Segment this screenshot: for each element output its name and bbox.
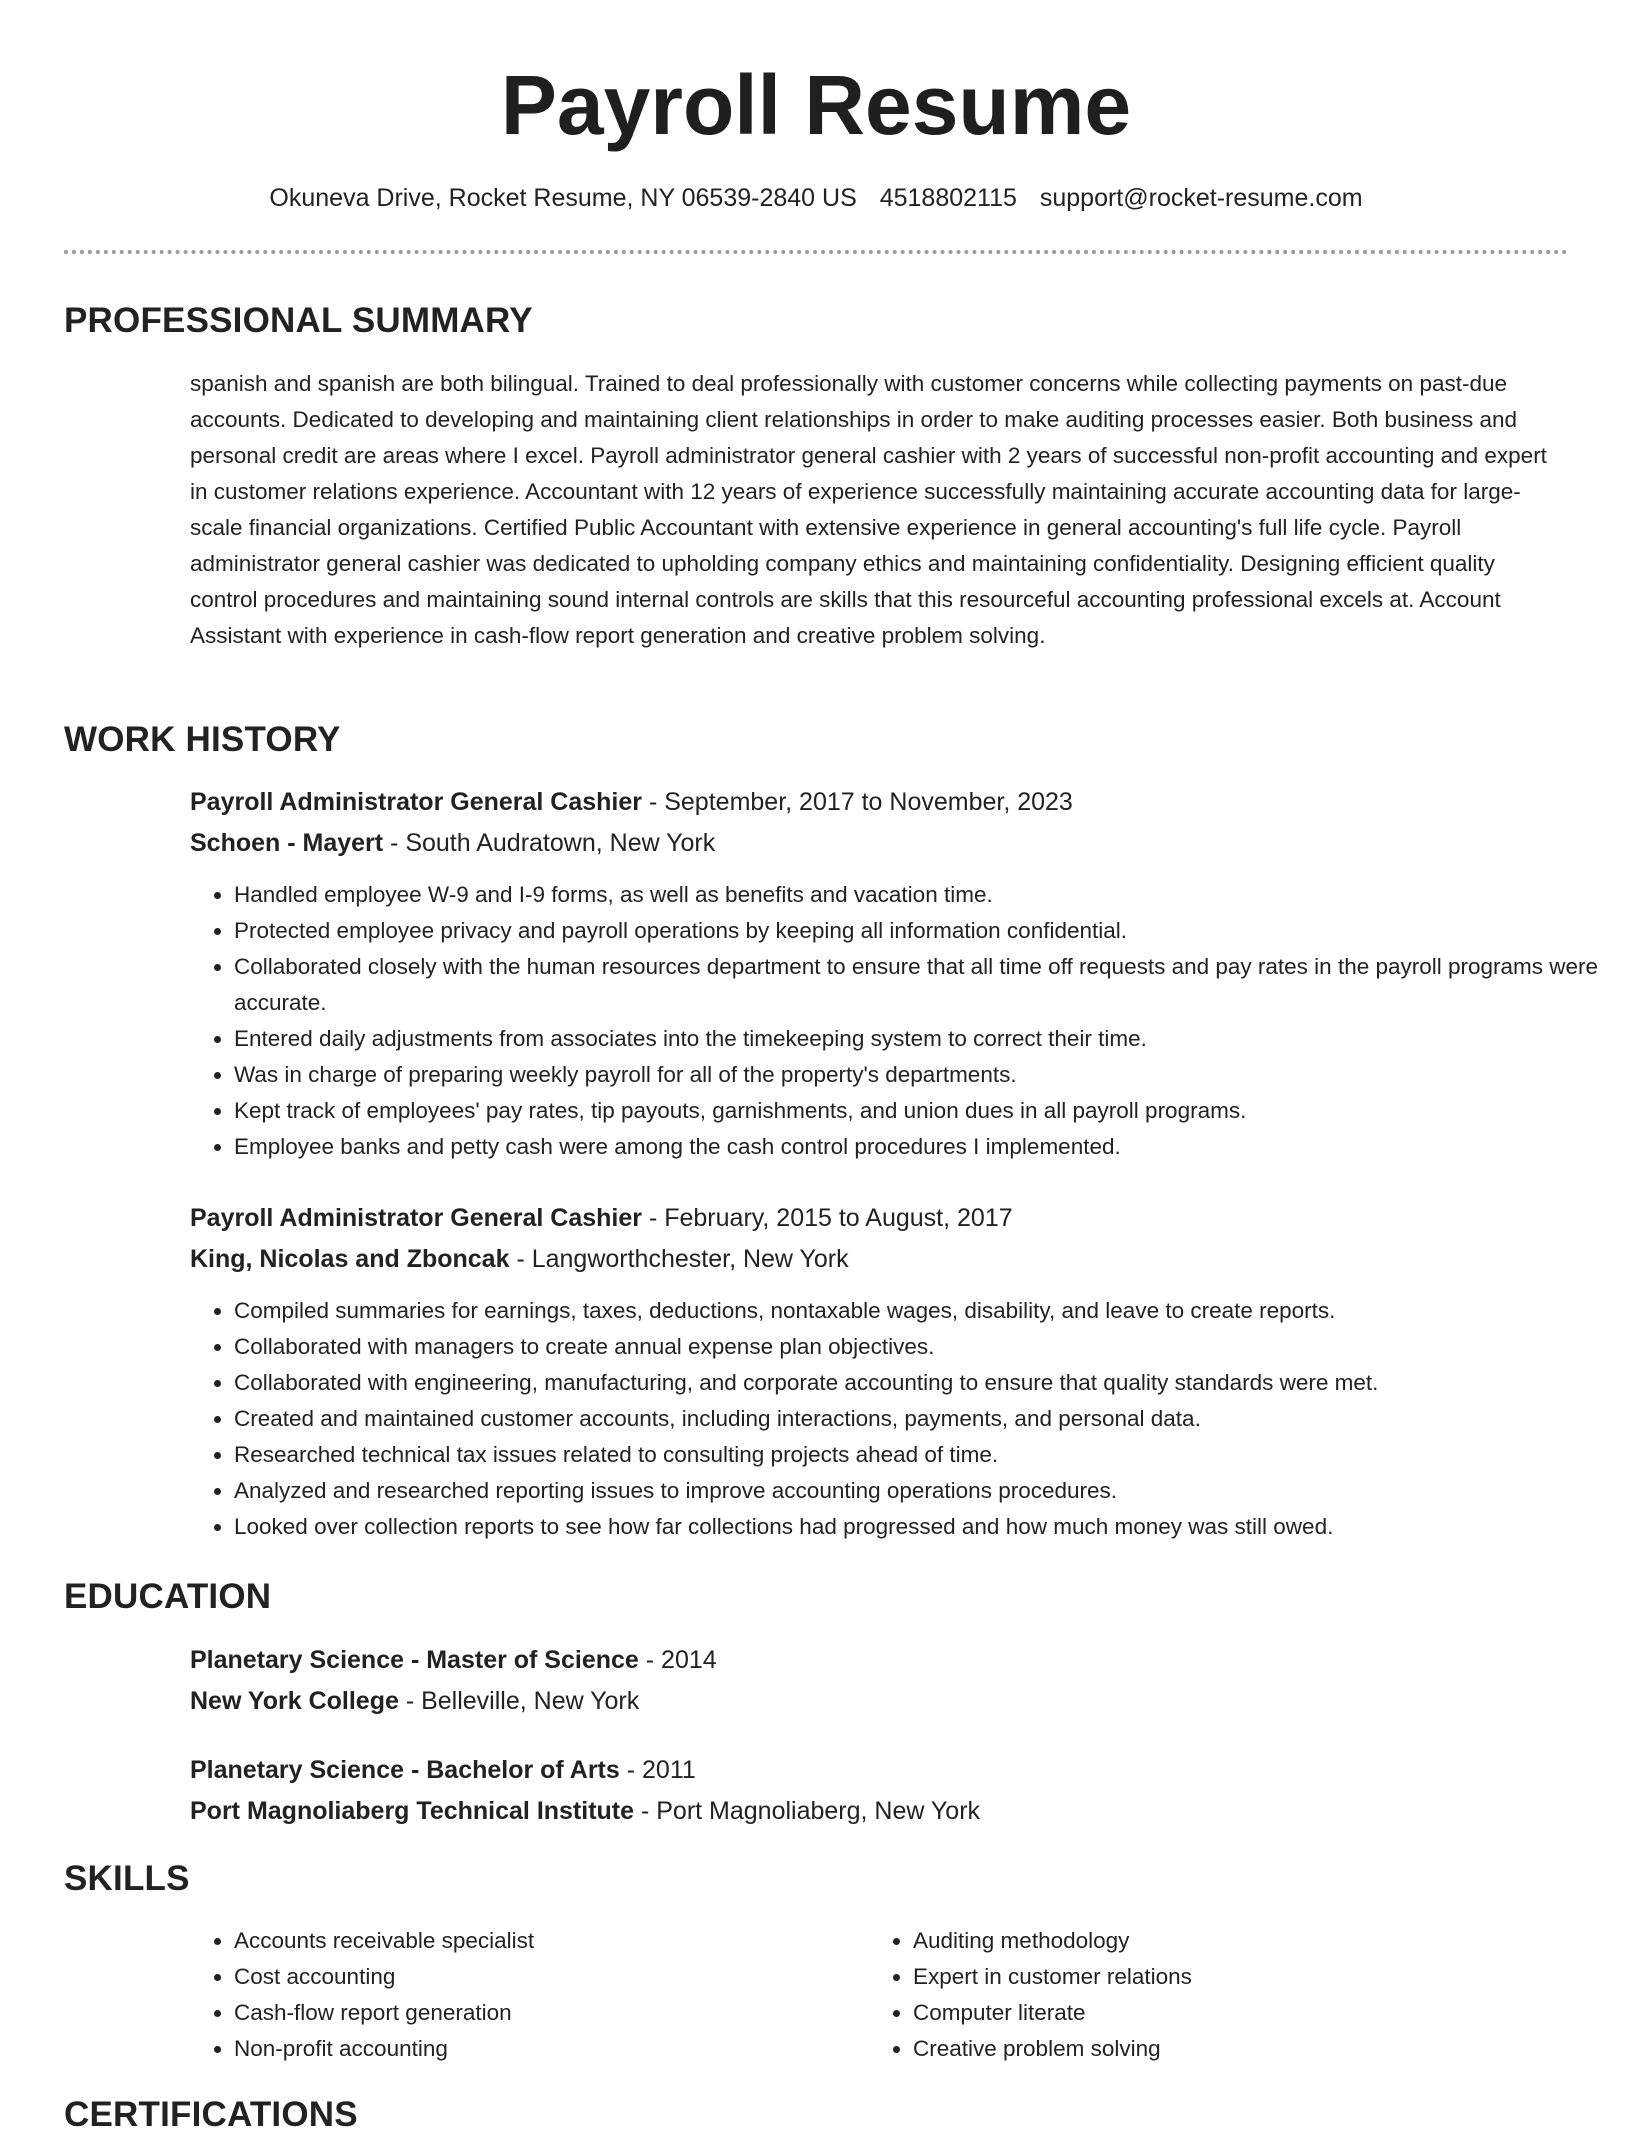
job-2-company: King, Nicolas and Zboncak [190, 1245, 510, 1273]
list-item: • Was in charge of preparing weekly payroll for all of the property's departments. [234, 1057, 1614, 1093]
list-item: • Protected employee privacy and payroll operations by keeping all information confidential. [234, 913, 1614, 949]
list-item: • Entered daily adjustments from associates into the timekeeping system to correct their time. [234, 1021, 1614, 1057]
contact-email: support@rocket-resume.com [1039, 184, 1363, 212]
job-2-dates: - February, 2015 to August, 2017 [642, 1204, 1013, 1232]
list-item: • Cost accounting [234, 1959, 854, 1995]
job-1-location: - South Audratown, New York [383, 829, 716, 857]
job-1-dates: - September, 2017 to November, 2023 [642, 788, 1073, 816]
list-item: • Expert in customer relations [913, 1959, 1533, 1995]
education-1-degree-line [190, 1643, 1570, 1677]
list-item: • Researched technical tax issues related to consulting projects ahead of time. [234, 1437, 1614, 1473]
list-item: • Employee banks and petty cash were among the cash control procedures I implemented. [234, 1129, 1614, 1165]
list-item: • Accounts receivable specialist [234, 1923, 854, 1959]
job-1-company-line [190, 826, 1570, 860]
education-2-degree-line [190, 1753, 1570, 1787]
list-item: • Auditing methodology [913, 1923, 1533, 1959]
job-2-location: - Langworthchester, New York [509, 1245, 849, 1273]
list-item: • Looked over collection reports to see how far collections had progressed and how much money was still owed. [234, 1509, 1614, 1545]
job-1-company: Schoen - Mayert [190, 829, 384, 857]
job-2-company-line [190, 1242, 1570, 1276]
list-item: • Computer literate [913, 1995, 1533, 2031]
education-2-year: - 2011 [619, 1756, 696, 1784]
section-heading-education: EDUCATION [64, 1577, 272, 1616]
contact-phone: 4518802115 [879, 184, 1017, 212]
list-item: • Cash-flow report generation [234, 1995, 854, 2031]
job-1-title-line [190, 785, 1570, 819]
list-item: • Compiled summaries for earnings, taxes, deductions, nontaxable wages, disability, and leave to create reports. [234, 1293, 1614, 1329]
education-2-school: Port Magnoliaberg Technical Institute [190, 1797, 635, 1825]
list-item: • Creative problem solving [913, 2031, 1533, 2067]
job-1-bullets [190, 877, 1614, 1165]
list-item: • Kept track of employees' pay rates, tip payouts, garnishments, and union dues in all payroll programs. [234, 1093, 1614, 1129]
education-2-degree: Planetary Science - Bachelor of Arts [190, 1756, 620, 1784]
list-item: • Collaborated with managers to create annual expense plan objectives. [234, 1329, 1614, 1365]
list-item: • Handled employee W-9 and I-9 forms, as well as benefits and vacation time. [234, 877, 1614, 913]
list-item: • Collaborated closely with the human resources department to ensure that all time off requests and pay rates in the payroll programs were accurate. [234, 949, 1614, 1021]
skills-list-right [869, 1923, 1533, 2067]
education-1-location: - Belleville, New York [398, 1687, 640, 1715]
section-heading-summary: PROFESSIONAL SUMMARY [64, 301, 533, 340]
summary-text: spanish and spanish are both bilingual. Trained to deal professionally with customer concerns while collecting payments on past-due accounts. Dedicated to developing and maintaining client relationships in order to make auditing processes easier. Both business and personal credit are areas where I excel. Payroll administrator general cashier with 2 years of successful non-profit accounting and expert in customer relations experience. Accountant with 12 years of experience successfully maintaining accurate accounting data for large-scale financial organizations. Certified Public Accountant with extensive experience in general accounting's full life cycle. Payroll administrator general cashier was dedicated to upholding company ethics and maintaining confidentiality. Designing efficient quality control procedures and maintaining sound internal controls are skills that this resourceful accounting professional excels at. Account Assistant with experience in cash-flow report generation and creative problem solving. [190, 371, 1547, 648]
education-1-school-line [190, 1684, 1570, 1718]
job-2-title: Payroll Administrator General Cashier [190, 1204, 643, 1232]
job-1-title: Payroll Administrator General Cashier [190, 788, 643, 816]
education-1-degree: Planetary Science - Master of Science [190, 1646, 639, 1674]
education-2-school-line [190, 1794, 1570, 1828]
resume-title: Payroll Resume [500, 58, 1132, 152]
contact-address: Okuneva Drive, Rocket Resume, NY 06539-2840 US [269, 184, 857, 212]
education-2-location: - Port Magnoliaberg, New York [634, 1797, 981, 1825]
job-2-title-line [190, 1201, 1570, 1235]
list-item: • Analyzed and researched reporting issues to improve accounting operations procedures. [234, 1473, 1614, 1509]
list-item: • Collaborated with engineering, manufacturing, and corporate accounting to ensure that quality standards were met. [234, 1365, 1614, 1401]
list-item: • Created and maintained customer accounts, including interactions, payments, and personal data. [234, 1401, 1614, 1437]
job-2-bullets [190, 1293, 1614, 1545]
education-1-year: - 2014 [638, 1646, 717, 1674]
header-divider [64, 250, 1568, 254]
contact-line [0, 181, 1632, 215]
skills-list-left [190, 1923, 854, 2067]
section-heading-skills: SKILLS [64, 1859, 190, 1898]
section-heading-certifications: CERTIFICATIONS [64, 2095, 358, 2134]
education-1-school: New York College [190, 1687, 399, 1715]
section-heading-work-history: WORK HISTORY [64, 720, 341, 759]
list-item: • Non-profit accounting [234, 2031, 854, 2067]
